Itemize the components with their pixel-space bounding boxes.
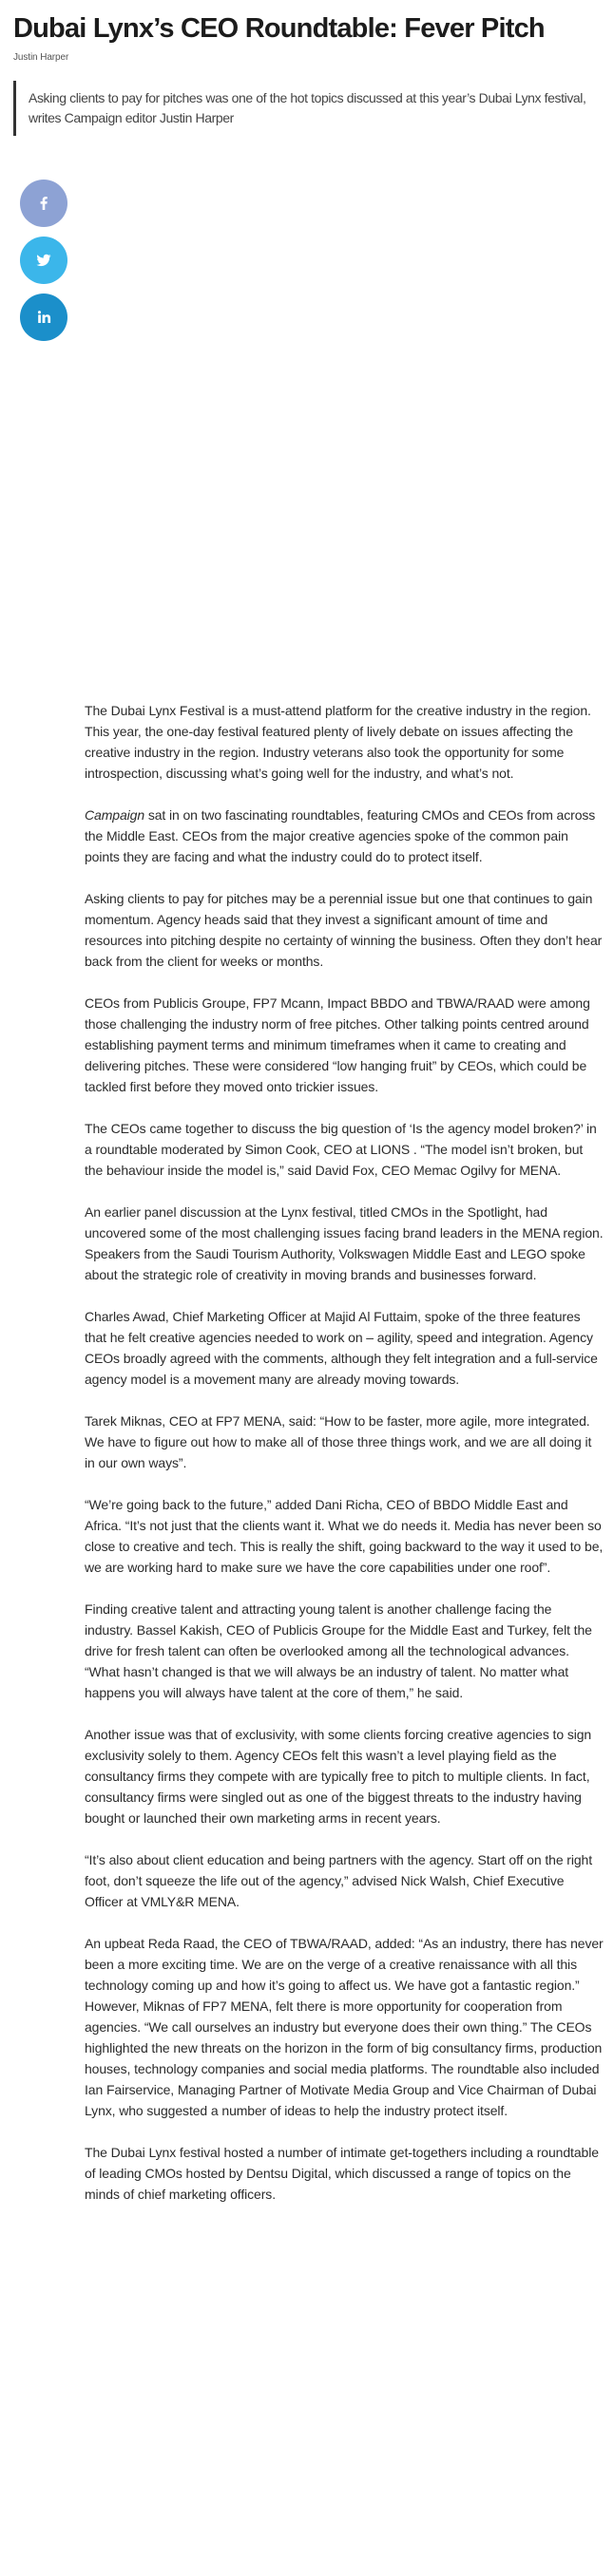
author-byline[interactable]: Justin Harper (13, 52, 69, 63)
twitter-icon (34, 251, 53, 270)
paragraph: Tarek Miknas, CEO at FP7 MENA, said: “How to be faster, more agile, more integrated. We have to figure out how to make all of those three things work, and we are all doing it in our own ways”. (85, 1413, 592, 1470)
paragraph: The CEOs came together to discuss the big question of ‘Is the agency model broken?’ in a roundtable moderated by Simon Cook, CEO at LIONS . “The model isn’t broken, but the behaviour inside the model is,” said David Fox, CEO Memac Ogilvy for MENA. (85, 1121, 597, 1178)
linkedin-icon (34, 308, 53, 327)
paragraph: “We’re going back to the future,” added Dani Richa, CEO of BBDO Middle East and Africa. “It’s not just that the clients want it. What we do needs it. Media has never been so close to creative and tech. This is really the shift, going backward to the way it used to be, we are working hard to make sure we have the core capabilities under one roof”. (85, 1497, 604, 1575)
paragraph: The Dubai Lynx Festival is a must-attend platform for the creative industry in the region. This year, the one-day festival featured plenty of lively debate on issues affecting the creative industry in the region. Industry veterans also took the opportunity for some introspection, discussing what’s going well for the industry, and what’s not. (85, 703, 591, 781)
paragraph: CEOs from Publicis Groupe, FP7 Mcann, Impact BBDO and TBWA/RAAD were among those challenging the industry norm of free pitches. Other talking points centred around establishing payment terms and minimum timeframes when it came to creating and delivering pitches. These were considered “low hanging fruit” by CEOs, which could be tackled first before they moved onto trickier issues. (85, 995, 590, 1094)
paragraph: The Dubai Lynx festival hosted a number of intimate get-togethers including a roundtable of leading CMOs hosted by Dentsu Digital, which discussed a range of topics on the minds of chief marketing officers. (85, 2145, 599, 2202)
paragraph: Finding creative talent and attracting young talent is another challenge facing the industry. Bassel Kakish, CEO of Publicis Groupe for the Middle East and Turkey, felt the drive for fresh talent can often be overlooked among all the technological advances. “What hasn’t changed is that we will always be an industry of talent. No matter what happens you will always have talent at the core of them,” he said. (85, 1601, 592, 1700)
article-standfirst: Asking clients to pay for pitches was one of the hot topics discussed at this year’s Dubai Lynx festival, writes Campaign editor Justin Harper (13, 81, 595, 136)
paragraph: Asking clients to pay for pitches may be a perennial issue but one that continues to gain momentum. Agency heads said that they invest a significant amount of time and resources into pitching despite no certainty of winning the business. Often they don’t hear back from the client for weeks or months. (85, 891, 603, 969)
share-linkedin-button[interactable] (20, 294, 67, 341)
paragraph (85, 805, 604, 867)
paragraph-text: sat in on two fascinating roundtables, featuring CMOs and CEOs from across the Middle East. CEOs from the major creative agencies spoke of the common pain points they are facing and what the industry could do to protect itself. (85, 807, 596, 864)
facebook-icon (34, 194, 53, 213)
share-facebook-button[interactable] (20, 180, 67, 227)
publication-name: Campaign (85, 807, 145, 823)
article-body (85, 700, 604, 2226)
paragraph: Charles Awad, Chief Marketing Officer at Majid Al Futtaim, spoke of the three features that he felt creative agencies needed to work on – agility, speed and integration. Agency CEOs broadly agreed with the comments, although they felt integration and a full-service agency model is a movement many are already moving towards. (85, 1309, 598, 1387)
share-twitter-button[interactable] (20, 237, 67, 284)
paragraph: Another issue was that of exclusivity, with some clients forcing creative agencies to sign exclusivity solely to them. Agency CEOs felt this wasn’t a level playing field as the consultancy firms they compete with are typically free to pitch to multiple clients. In fact, consultancy firms were singled out as one of the biggest threats to the industry having bought or launched their own marketing arms in recent years. (85, 1727, 592, 1826)
paragraph: An earlier panel discussion at the Lynx festival, titled CMOs in the Spotlight, had uncovered some of the most challenging issues facing brand leaders in the MENA region. Speakers from the Saudi Tourism Authority, Volkswagen Middle East and LEGO spoke about the strategic role of creativity in moving brands and businesses forward. (85, 1204, 604, 1282)
article-title: Dubai Lynx’s CEO Roundtable: Fever Pitch (13, 13, 545, 44)
paragraph: “It’s also about client education and being partners with the agency. Start off on the right foot, don’t squeeze the life out of the agency,” advised Nick Walsh, Chief Executive Officer at VMLY&R MENA. (85, 1852, 593, 1909)
paragraph: An upbeat Reda Raad, the CEO of TBWA/RAAD, added: “As an industry, there has never been a more exciting time. We are on the verge of a creative renaissance with all this technology coming up and how it’s going to affect us. We have got a fantastic region.” However, Miknas of FP7 MENA, felt there is more opportunity for cooperation from agencies. “We call ourselves an industry but everyone does their own thing.” The CEOs highlighted the new threats on the horizon in the form of big consultancy firms, production houses, technology companies and social media platforms. The roundtable also included Ian Fairservice, Managing Partner of Motivate Media Group and Vice Chairman of Dubai Lynx, who suggested a number of ideas to help the industry protect itself. (85, 1936, 604, 2118)
